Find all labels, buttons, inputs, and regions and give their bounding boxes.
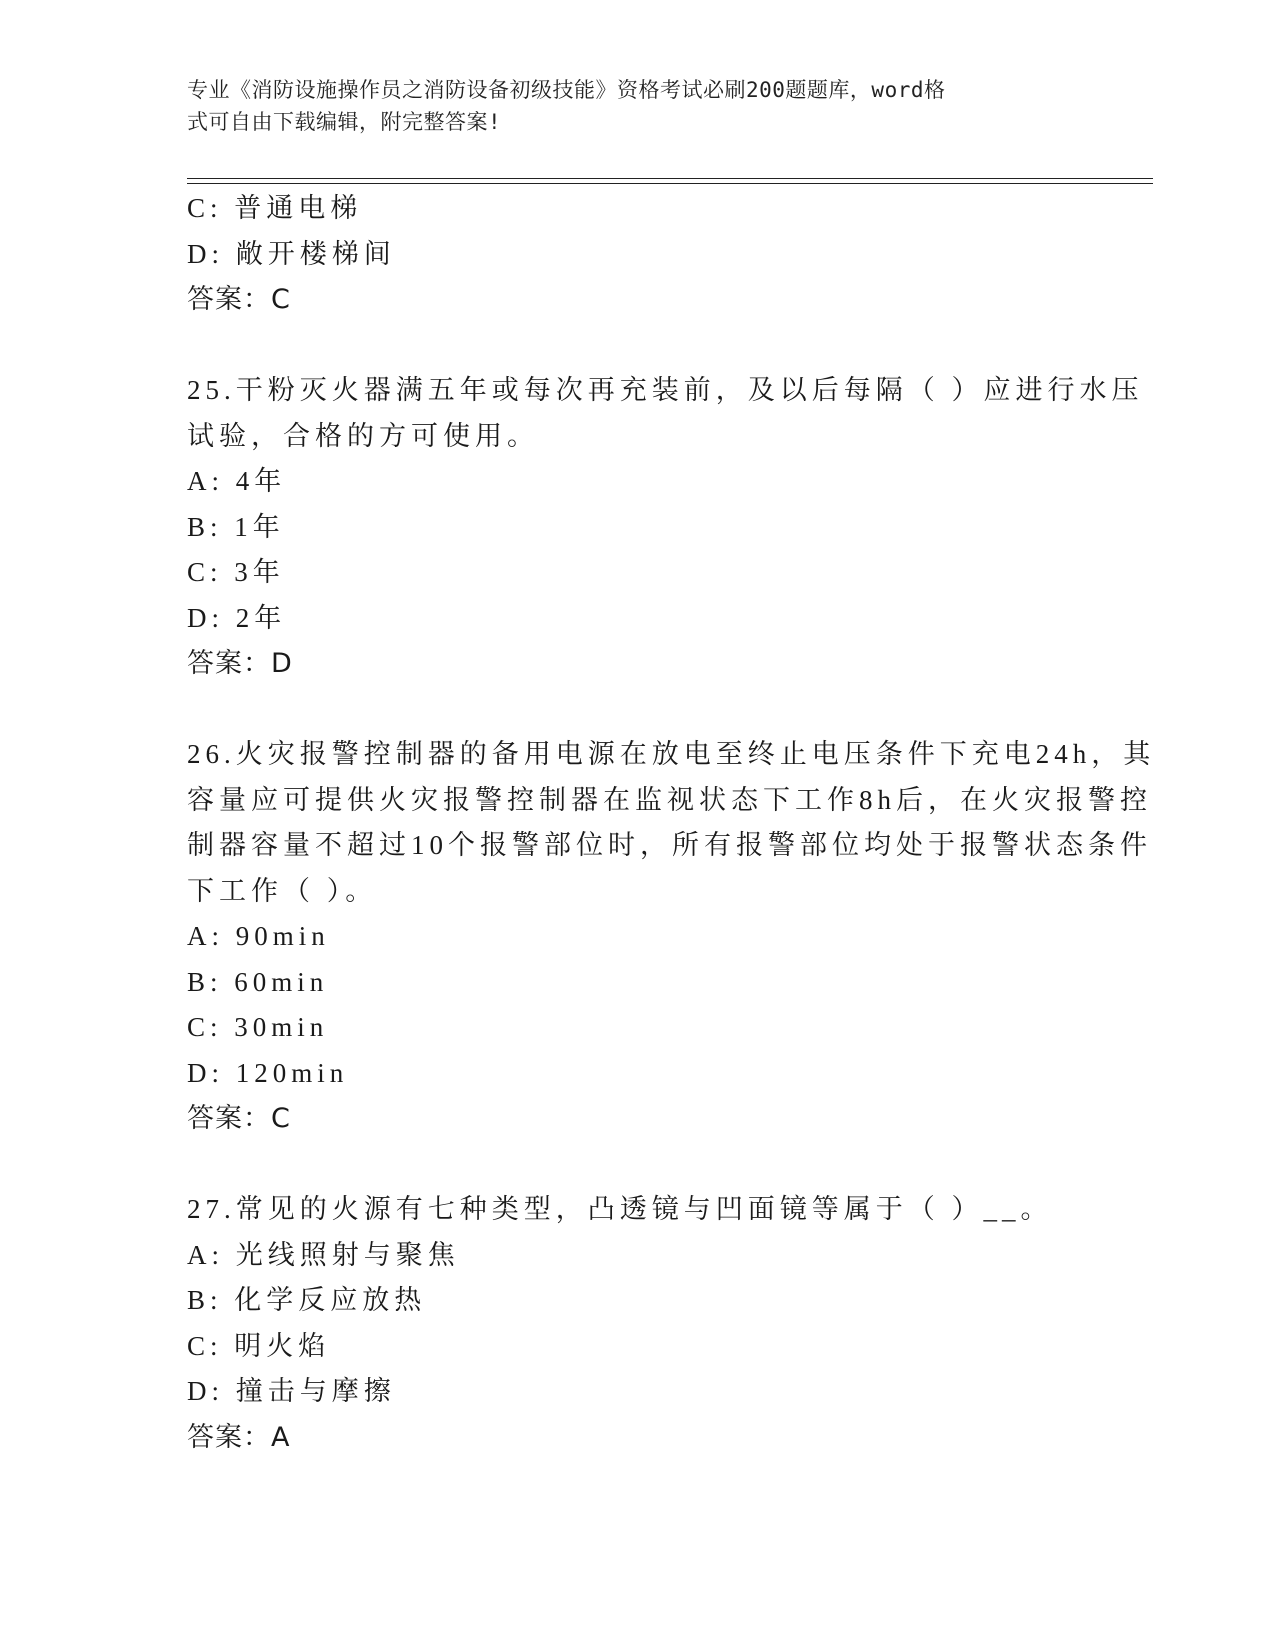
answer: 答案：A: [187, 1421, 291, 1453]
question-text: 26.火灾报警控制器的备用电源在放电至终止电压条件下充电24h，其: [187, 739, 1156, 769]
header-divider-top: [187, 178, 1153, 179]
option-a: A: 90min: [187, 921, 330, 951]
header-line-2: 式可自由下载编辑，附完整答案!: [187, 110, 502, 134]
question-block-26: [187, 732, 1156, 1142]
answer: 答案：C: [187, 1103, 291, 1134]
option-d: D: 撞击与摩擦: [187, 1376, 396, 1406]
document-body: [187, 186, 1156, 1460]
question-block-27: [187, 1187, 1087, 1460]
option-a: A: 光线照射与聚焦: [187, 1239, 460, 1270]
option-a: A: 4年: [187, 466, 287, 496]
question-text: 27.常见的火源有七种类型，凸透镜与凹面镜等属于（ ）__。: [187, 1194, 1053, 1224]
document-header: [187, 74, 1067, 138]
question-text: 下工作（ ）。: [187, 875, 378, 906]
spacer: [187, 687, 1087, 733]
option-d: D: 敞开楼梯间: [187, 238, 396, 269]
option-d: D: 120min: [187, 1057, 349, 1088]
question-text: 容量应可提供火灾报警控制器在监视状态下工作8h后，在火灾报警控: [187, 784, 1152, 815]
spacer: [187, 1142, 1087, 1188]
answer: 答案：D: [187, 648, 293, 679]
header-line-1: 专业《消防设施操作员之消防设备初级技能》资格考试必刷200题题库，word格: [187, 78, 946, 102]
question-text: 25.干粉灭火器满五年或每次再充装前，及以后每隔（ ）应进行水压: [187, 375, 1144, 405]
option-b: B: 1年: [187, 511, 285, 542]
option-c: C: 30min: [187, 1012, 329, 1042]
question-text: 制器容量不超过10个报警部位时，所有报警部位均处于报警状态条件: [187, 830, 1152, 860]
question-text: 试验，合格的方可使用。: [187, 420, 539, 451]
option-c: C: 普通电梯: [187, 193, 363, 223]
option-c: C: 明火焰: [187, 1330, 331, 1361]
question-block-25: [187, 368, 1144, 687]
header-divider-bottom: [187, 183, 1153, 184]
option-b: B: 化学反应放热: [187, 1285, 427, 1315]
option-d: D: 2年: [187, 602, 287, 633]
option-b: B: 60min: [187, 966, 329, 997]
option-c: C: 3年: [187, 557, 285, 587]
answer: 答案：C: [187, 284, 291, 315]
spacer: [187, 323, 1087, 369]
question-block-prev: [187, 186, 1087, 323]
